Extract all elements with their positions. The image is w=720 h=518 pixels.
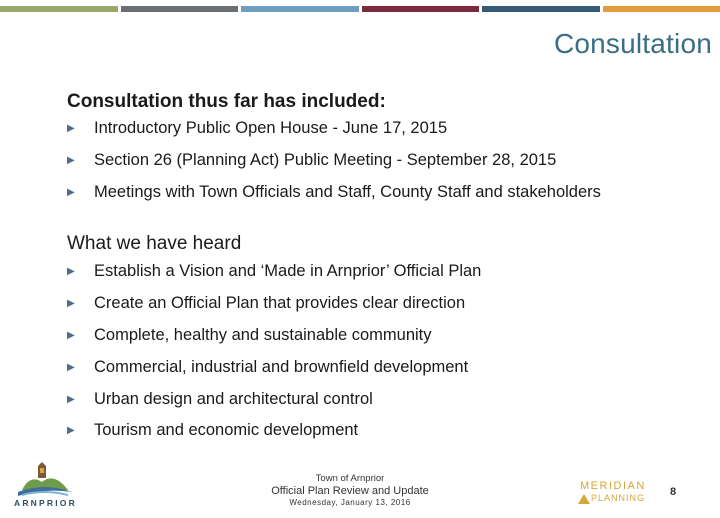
- footer-date: Wednesday, January 13, 2016: [289, 498, 411, 507]
- list-item: [67, 256, 481, 288]
- footer-document-title: Official Plan Review and Update: [271, 485, 429, 497]
- arnprior-emblem-icon: [8, 462, 80, 498]
- bullet-arrow-icon: ▶: [67, 155, 75, 167]
- header-color-bar: [0, 6, 720, 12]
- section-heading-what-we-have-heard: What we have heard: [67, 233, 242, 254]
- list-item: [67, 415, 481, 447]
- bullet-arrow-icon: ▶: [67, 123, 75, 135]
- meridian-mark-icon: [578, 494, 590, 504]
- color-bar-segment: [603, 6, 720, 12]
- list-item: [67, 113, 601, 145]
- color-bar-segment: [0, 6, 118, 12]
- footer-org: Town of Arnprior: [315, 473, 385, 484]
- list-item-text: Establish a Vision and ‘Made in Arnprior’ Official Plan: [94, 262, 482, 281]
- arnprior-logo: [8, 462, 80, 514]
- color-bar-segment: [121, 6, 239, 12]
- bullet-arrow-icon: ▶: [67, 425, 75, 437]
- list-item: [67, 145, 601, 177]
- planning-logo-text: PLANNING: [591, 493, 646, 503]
- consultation-list: [67, 113, 601, 208]
- bullet-arrow-icon: ▶: [67, 266, 75, 278]
- bullet-arrow-icon: ▶: [67, 361, 75, 373]
- list-item: [67, 351, 481, 383]
- list-item-text: Commercial, industrial and brownfield development: [94, 357, 469, 376]
- bullet-arrow-icon: ▶: [67, 393, 75, 405]
- list-item: [67, 383, 481, 415]
- section-heading-consultation: Consultation thus far has included:: [67, 91, 386, 112]
- bullet-arrow-icon: ▶: [67, 298, 75, 310]
- color-bar-segment: [241, 6, 359, 12]
- meridian-planning-logo: [578, 478, 644, 508]
- list-item-text: Complete, healthy and sustainable community: [94, 325, 432, 344]
- footer-info: [220, 473, 480, 508]
- bullet-arrow-icon: ▶: [67, 329, 75, 341]
- bullet-arrow-icon: ▶: [67, 186, 75, 198]
- what-we-heard-list: [67, 256, 481, 447]
- list-item-text: Meetings with Town Officials and Staff, County Staff and stakeholders: [94, 182, 601, 201]
- slide-title: Consultation: [553, 28, 712, 59]
- color-bar-segment: [482, 6, 600, 12]
- list-item-text: Introductory Public Open House - June 17, 2015: [94, 119, 448, 138]
- page-number: 8: [670, 486, 677, 498]
- list-item-text: Urban design and architectural control: [94, 389, 373, 408]
- meridian-logo-text: MERIDIAN: [580, 480, 646, 492]
- list-item: [67, 320, 481, 352]
- list-item: [67, 177, 601, 209]
- list-item-text: Tourism and economic development: [94, 421, 359, 440]
- color-bar-segment: [362, 6, 480, 12]
- list-item: [67, 288, 481, 320]
- list-item-text: Create an Official Plan that provides clear direction: [94, 294, 466, 313]
- arnprior-logo-text: ARNPRIOR: [14, 498, 77, 508]
- list-item-text: Section 26 (Planning Act) Public Meeting - September 28, 2015: [94, 151, 557, 170]
